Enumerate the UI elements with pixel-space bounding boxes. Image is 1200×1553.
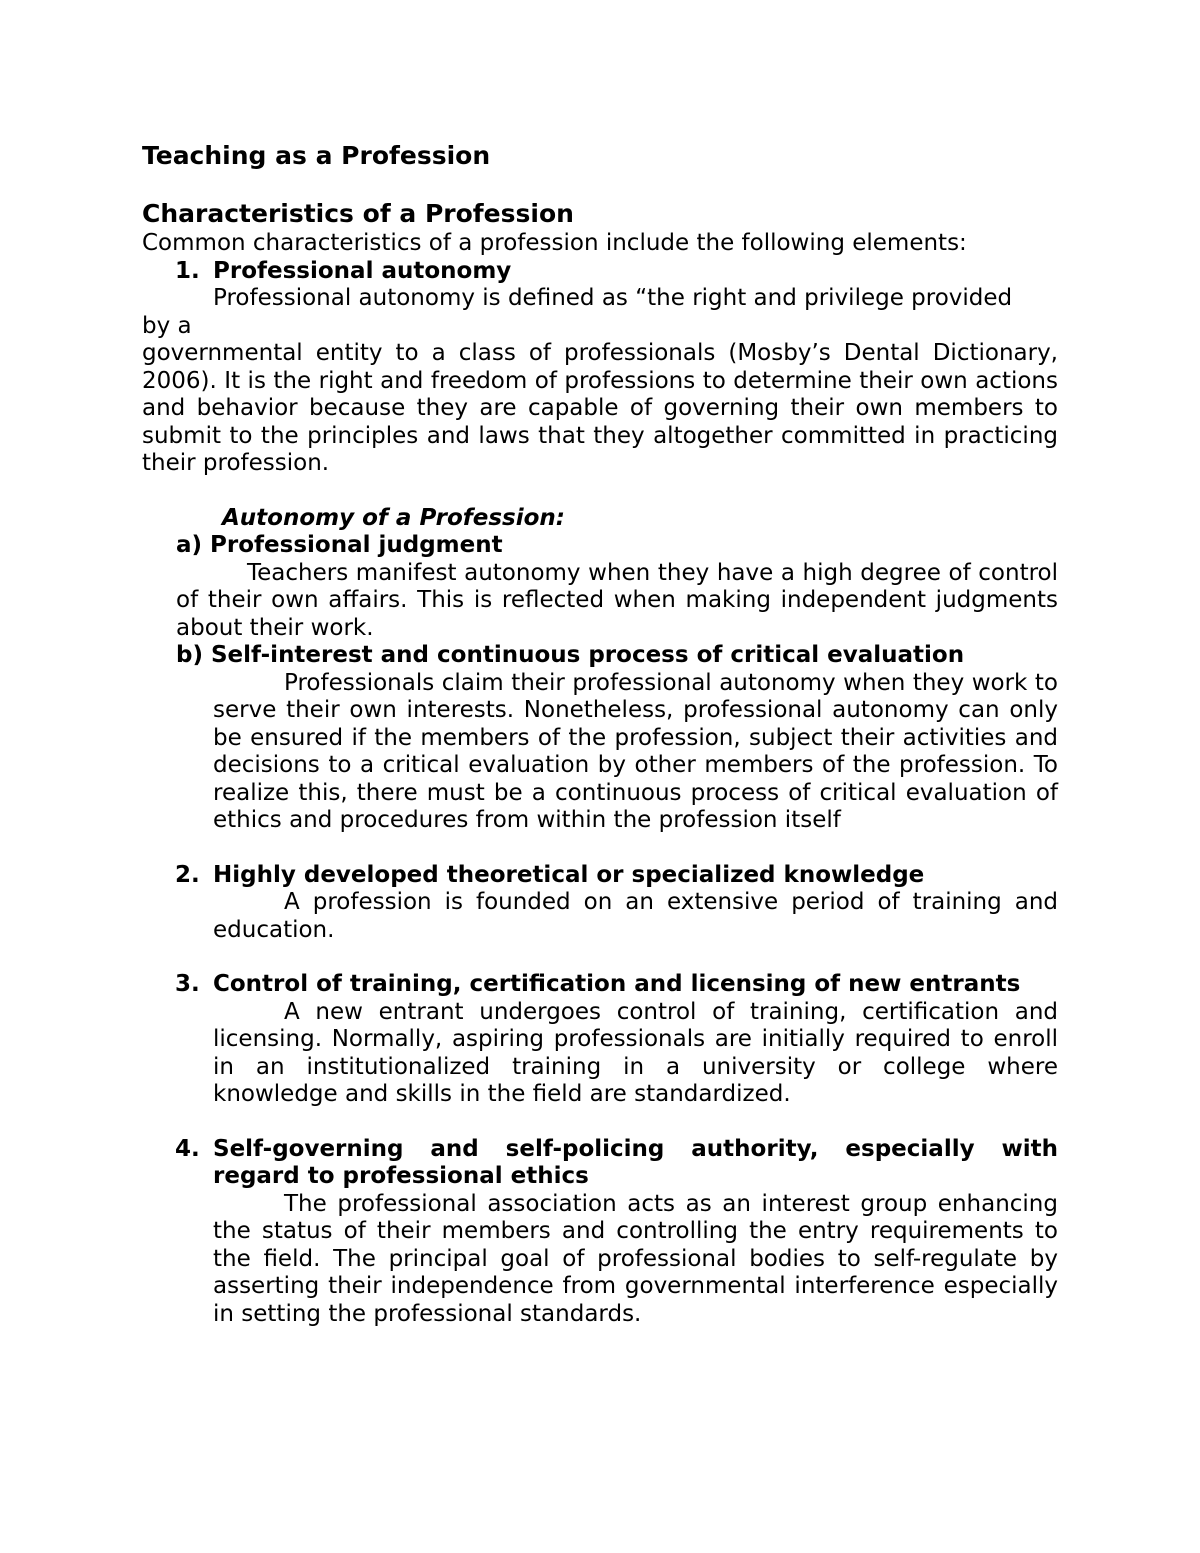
item-heading: Self-governing and self-policing authority, especially with regard to professional ethics: [213, 1135, 1058, 1189]
sub-item-a: [142, 532, 1058, 670]
list-item-2: [142, 862, 1058, 945]
spacer: [142, 1109, 1058, 1136]
sub-item-text: Teachers manifest autonomy when they have a high degree of control of their own affairs. This is reflected when making independent judgments about their work.: [176, 559, 1058, 641]
list-item-4: [142, 1136, 1058, 1329]
item-heading: Control of training, certification and licensing of new entrants: [213, 971, 1021, 997]
autonomy-definition-rest: governmental entity to a class of professionals (Mosby’s Dental Dictionary, 2006). It is the right and freedom of professions to determine their own actions and behavior because they are capable of governing their own members to submit to the principles and laws that they altogether committed in practicing their profession.: [142, 340, 1058, 476]
list-number: 4.: [175, 1135, 200, 1162]
autonomy-definition-line1: Professional autonomy is defined as “the right and privilege provided: [213, 285, 1013, 311]
item-heading: Highly developed theoretical or specialized knowledge: [213, 861, 925, 888]
section-heading: Characteristics of a Profession: [142, 199, 574, 228]
item-text: The professional association acts as an interest group enhancing the status of their members and controlling the entry requirements to the field. The principal goal of professional bodies to self-regulate by asserting their independence from governmental interference especially in setting the professional standards.: [213, 1190, 1058, 1327]
item-text: A profession is founded on an extensive period of training and education.: [213, 889, 1058, 943]
sub-item-b: [142, 670, 1058, 835]
subsection-heading: Autonomy of a Profession:: [222, 504, 565, 531]
spacer: [142, 944, 1058, 971]
list-number: 1.: [175, 257, 200, 284]
sub-item-heading: a) Professional judgment: [176, 532, 503, 558]
item-heading: Professional autonomy: [213, 257, 512, 284]
sub-item-text: Professionals claim their professional autonomy when they work to serve their own interests. Nonetheless, professional autonomy can only be ensured if the members of the profession, subject their activities and decisions to a critical evaluation by other members of the profession. To realize this, there must be a continuous process of critical evaluation of ethics and procedures from within the profession itself: [213, 669, 1058, 833]
intro-text: Common characteristics of a profession include the following elements:: [142, 230, 967, 256]
list-item-3: [142, 971, 1058, 1109]
document-content: [142, 140, 1058, 1328]
list-item-1: [142, 258, 1058, 286]
document-title: Teaching as a Profession: [142, 141, 491, 170]
autonomy-definition-line2: by a: [142, 312, 192, 339]
spacer: [142, 835, 1058, 862]
sub-item-heading: b) Self-interest and continuous process of critical evaluation: [176, 642, 965, 668]
list-number: 3.: [175, 971, 200, 997]
list-number: 2.: [175, 861, 200, 888]
item-text: A new entrant undergoes control of training, certification and licensing. Normally, aspiring professionals are initially required to enroll in an institutionalized training in a university or college where knowledge and skills in the field are standardized.: [213, 998, 1058, 1107]
